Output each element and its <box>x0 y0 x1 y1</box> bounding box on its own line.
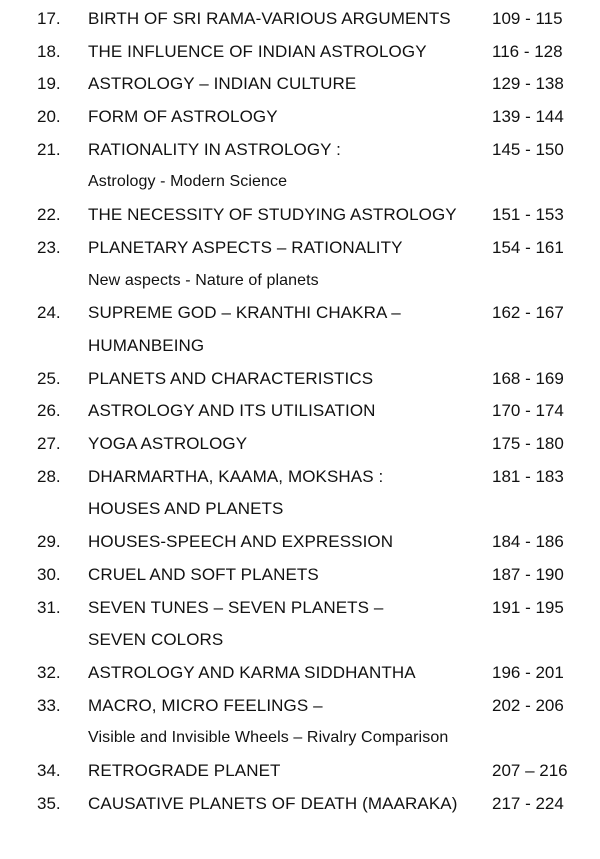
entry-page-range: 175 - 180 <box>492 434 564 454</box>
entry-subtitle: Visible and Invisible Wheels – Rivalry Comparison <box>88 729 449 747</box>
toc-entry <box>0 466 600 531</box>
entry-number: 19. <box>37 74 61 94</box>
entry-subtitle: New aspects - Nature of planets <box>88 271 319 289</box>
entry-page-range: 162 - 167 <box>492 303 564 323</box>
entry-number: 30. <box>37 564 61 584</box>
entry-title: HOUSES-SPEECH AND EXPRESSION <box>88 532 394 552</box>
entry-title: DHARMARTHA, KAAMA, MOKSHAS : <box>88 466 384 486</box>
entry-number: 23. <box>37 237 61 257</box>
entry-number: 27. <box>37 434 61 454</box>
toc-entry <box>0 302 600 367</box>
toc-entry <box>0 531 600 564</box>
entry-page-range: 191 - 195 <box>492 597 564 617</box>
entry-page-range: 181 - 183 <box>492 466 564 486</box>
entry-number: 22. <box>37 205 61 225</box>
entry-subtitle: HUMANBEING <box>88 335 205 355</box>
toc-entry <box>0 139 600 204</box>
entry-title: MACRO, MICRO FEELINGS – <box>88 695 323 715</box>
entry-page-range: 196 - 201 <box>492 663 564 682</box>
toc-entry <box>0 597 600 662</box>
entry-title: ASTROLOGY – INDIAN CULTURE <box>88 74 357 94</box>
entry-page-range: 170 - 174 <box>492 401 564 421</box>
entry-title: PLANETARY ASPECTS – RATIONALITY <box>88 237 403 257</box>
toc-entry <box>0 433 600 466</box>
entry-title: CRUEL AND SOFT PLANETS <box>88 564 319 584</box>
entry-title: RETROGRADE PLANET <box>88 761 281 781</box>
entry-number: 17. <box>37 9 61 28</box>
entry-number: 32. <box>37 663 61 682</box>
toc-entry <box>0 662 600 695</box>
entry-page-range: 109 - 115 <box>492 9 563 28</box>
entry-number: 33. <box>37 695 61 715</box>
entry-number: 25. <box>37 368 61 388</box>
entry-page-range: 116 - 128 <box>492 41 563 61</box>
entry-title: RATIONALITY IN ASTROLOGY : <box>88 139 341 159</box>
toc-entry <box>0 760 600 793</box>
entry-page-range: 154 - 161 <box>492 237 564 257</box>
entry-title: FORM OF ASTROLOGY <box>88 107 278 127</box>
entry-page-range: 187 - 190 <box>492 564 564 584</box>
toc-entry <box>0 793 600 826</box>
entry-page-range: 217 - 224 <box>492 793 564 813</box>
entry-title: YOGA ASTROLOGY <box>88 434 248 454</box>
entry-title: CAUSATIVE PLANETS OF DEATH (MAARAKA) <box>88 793 458 813</box>
toc-entry <box>0 237 600 302</box>
entry-number: 31. <box>37 597 61 617</box>
entry-subtitle: Astrology - Modern Science <box>88 173 288 191</box>
entry-page-range: 151 - 153 <box>492 205 564 225</box>
entry-title: SEVEN TUNES – SEVEN PLANETS – <box>88 597 384 617</box>
toc-entry <box>0 106 600 139</box>
toc-entry <box>0 695 600 760</box>
toc-entry <box>0 8 600 41</box>
entry-number: 29. <box>37 532 61 552</box>
entry-page-range: 184 - 186 <box>492 532 564 552</box>
toc-entry <box>0 41 600 74</box>
entry-title: SUPREME GOD – KRANTHI CHAKRA – <box>88 303 401 323</box>
entry-number: 28. <box>37 466 61 486</box>
entry-subtitle: SEVEN COLORS <box>88 630 224 650</box>
toc-entry <box>0 73 600 106</box>
entry-number: 35. <box>37 793 61 813</box>
entry-page-range: 139 - 144 <box>492 107 564 127</box>
entry-page-range: 202 - 206 <box>492 695 564 715</box>
entry-number: 20. <box>37 107 61 127</box>
entry-number: 18. <box>37 41 61 61</box>
entry-page-range: 145 - 150 <box>492 139 564 159</box>
toc-entry <box>0 564 600 597</box>
toc-entry <box>0 204 600 237</box>
entry-title: THE INFLUENCE OF INDIAN ASTROLOGY <box>88 41 427 61</box>
entry-title: PLANETS AND CHARACTERISTICS <box>88 368 374 388</box>
toc-entry <box>0 400 600 433</box>
entry-title: THE NECESSITY OF STUDYING ASTROLOGY <box>88 205 457 225</box>
entry-number: 34. <box>37 761 61 781</box>
toc-entry <box>0 368 600 401</box>
entry-title: ASTROLOGY AND ITS UTILISATION <box>88 401 376 421</box>
entry-page-range: 168 - 169 <box>492 368 564 388</box>
entry-page-range: 207 – 216 <box>492 761 568 781</box>
entry-subtitle: HOUSES AND PLANETS <box>88 499 284 519</box>
entry-number: 21. <box>37 139 61 159</box>
entry-title: BIRTH OF SRI RAMA-VARIOUS ARGUMENTS <box>88 9 451 28</box>
entry-number: 26. <box>37 401 61 421</box>
entry-page-range: 129 - 138 <box>492 74 564 94</box>
entry-number: 24. <box>37 303 61 323</box>
entry-title: ASTROLOGY AND KARMA SIDDHANTHA <box>88 663 416 682</box>
